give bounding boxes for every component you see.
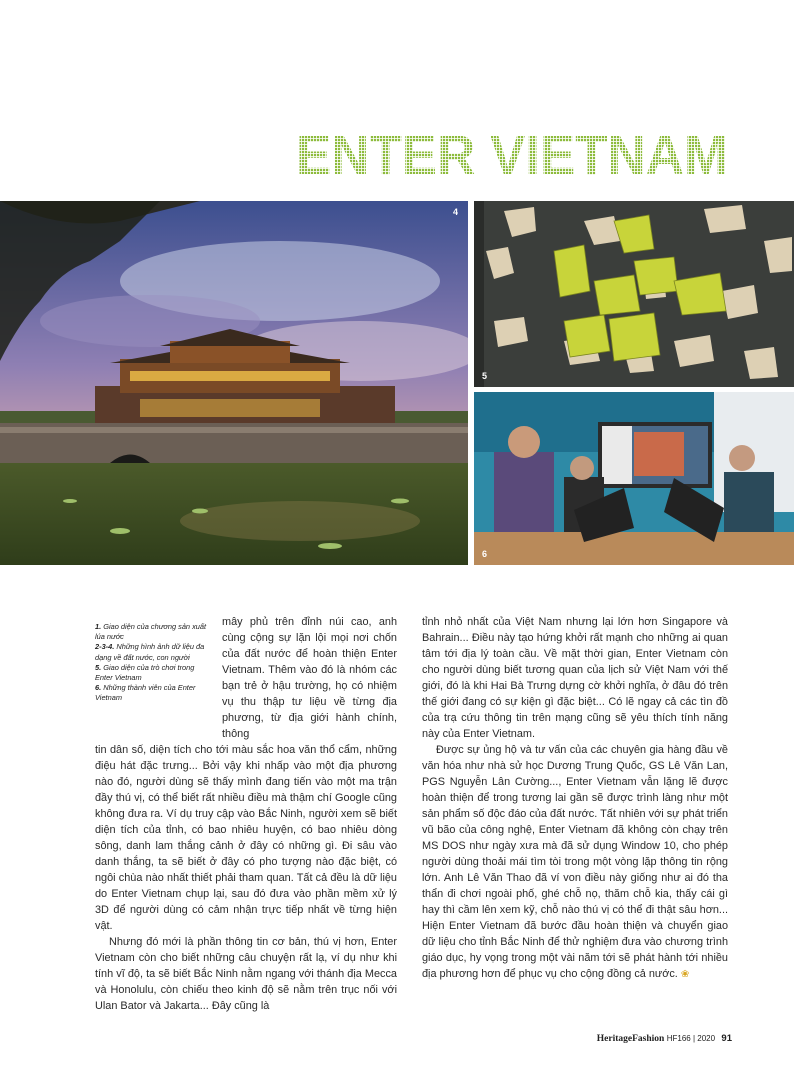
footer-issue: HF166 | 2020: [666, 1034, 716, 1043]
caption-num-1: 1.: [95, 622, 102, 631]
narrow-paragraph: mây phủ trên đỉnh núi cao, anh cùng cộng sự lặn lội mọi nơi chốn của đất nước để hoàn thiện Enter Vietnam. Thêm vào đó là nhóm các bạn trẻ ở hậu trường, họ có nhiệm vụ thu thập tư liệu về từng địa phương, từ địa giới hành chính, thông: [222, 616, 397, 740]
photo-map-game: [474, 201, 794, 387]
title-text: ENTER VIETNAM: [296, 130, 728, 178]
page-title: [296, 130, 728, 178]
article-column-right: [422, 614, 728, 983]
caption-num-4: 6.: [95, 683, 102, 693]
caption-num-2: 2-3-4.: [95, 642, 115, 652]
caption-text-2: Những hình ảnh dữ liệu đa dạng về đất nước, con người: [95, 642, 205, 662]
caption-text-4: Những thành viên của Enter Vietnam: [95, 683, 196, 703]
photo-caption: [95, 622, 213, 704]
lotus-icon: ❀: [680, 969, 690, 980]
right-paragraph-1: tỉnh nhỏ nhất của Việt Nam nhưng lại lớn hơn Singapore và Bahrain... Điều này tạo hứng khởi rất mạnh cho những ai quan tâm tới địa lý toàn cầu. Về mặt thời gian, Enter Vietnam còn cho người dùng biết tương quan của lịch sử Việt Nam với thế giới, đó là khi Hai Bà Trưng dựng cờ khởi nghĩa, ở đâu đó trên thế giới đang có sự kiện gì đặc biệt... Có lẽ ngay cả các tìn đồ của trạ cứu thông tin trên mạng cũng sẽ yêu thích tính năng này của Enter Vietnam.: [422, 616, 728, 740]
right-paragraph-2: Được sự ủng hộ và tư vấn của các chuyên gia hàng đầu về văn hóa như nhà sử học Dương Trung Quốc, GS Lê Văn Lan, PGS Nguyễn Lân Cường..., Enter Vietnam vẫn lặng lẽ được hoàn thiện để trong tương lai gần sẽ được trình làng như một sản phẩm số độc đáo của đất nước. Tất nhiên với sự phát triển vũ bão của công nghệ, Enter Vietnam đã không còn chạy trên MS DOS như ngày xưa mà đã sử dụng Window 10, cho phép người dùng thoải mái tìm tòi trong một vòng lặp thông tin rộng lớn. Anh Lê Văn Thao đã ví von điều này giống như ai đó tha thẩn đi chơi ngoài phố, ghé chỗ nọ, thăm chỗ kia, thấy cái gì hay thì cầm lên xem kỹ, chỗ nào thú vị có thể đi thật sâu hơn... Hiện Enter Vietnam đã bước đầu hoàn thiện và chuyển giao dữ liệu cho tỉnh Bắc Ninh để thử nghiệm đưa vào chương trình giáo dục, hy vọng trong một vài năm tới sẽ phát hành tới nhiều địa phương hơn để phục vụ cho cộng đồng cả nước.: [422, 744, 728, 980]
caption-num-3: 5.: [95, 662, 102, 672]
caption-text-1: Giao diện của chương sản xuất lúa nước: [95, 622, 207, 642]
title-graphic: [296, 130, 728, 178]
photo-citadel: [0, 201, 468, 565]
left-paragraph-1: tin dân số, diện tích cho tới màu sắc hoa văn thổ cẩm, những điệu hát đặc trưng... Bởi vậy khi nhấp vào một địa phương nào đó, người dùng sẽ thấy mình đang tiến vào một ma trận đầy thú vị, có thể biết rất nhiều điều mà thậm chí Google cũng không đưa ra. Ví dụ truy cập vào Bắc Ninh, người xem sẽ biết diện tích của tỉnh, có bao nhiêu huyện, có bao nhiêu dòng sông, danh lam thắng cảnh ở đây có những gì. Đi sâu vào danh thắng, ta sẽ biết ở đây có pho tượng nào đặc biệt, có ngôi chùa nào nhất thiết phải tham quan. Tất cả đều là dữ liệu do Enter Vietnam chụp lại, sau đó đưa vào phần mềm xử lý 3D để người dùng có cảm nhận trực tiếp nhất về từng hiện vật.: [95, 744, 397, 932]
article-column-left: [95, 742, 397, 1014]
left-paragraph-2: Nhưng đó mới là phần thông tin cơ bản, thú vị hơn, Enter Vietnam còn cho biết những câu chuyện rất lạ, ví dụ như khi tính vĩ độ, ta sẽ biết Bắc Ninh nằm ngang với thánh địa Mecca và Honolulu, còn chiếu theo kinh độ sẽ nằm trên trục nối với Ulan Bator và Jakarta... Đây cũng là: [95, 936, 397, 1012]
photo-number-5: 5: [482, 371, 488, 381]
page-footer: [597, 1033, 732, 1044]
article-column-narrow: [222, 614, 397, 742]
photo-team: [474, 392, 794, 565]
footer-brand: HeritageFashion: [596, 1034, 665, 1044]
photo-number-6: 6: [482, 549, 488, 559]
page-number: 91: [721, 1033, 732, 1044]
caption-text-3: Giao diện của trò chơi trong Enter Vietnam: [95, 662, 195, 683]
photo-number-4: 4: [452, 207, 458, 217]
